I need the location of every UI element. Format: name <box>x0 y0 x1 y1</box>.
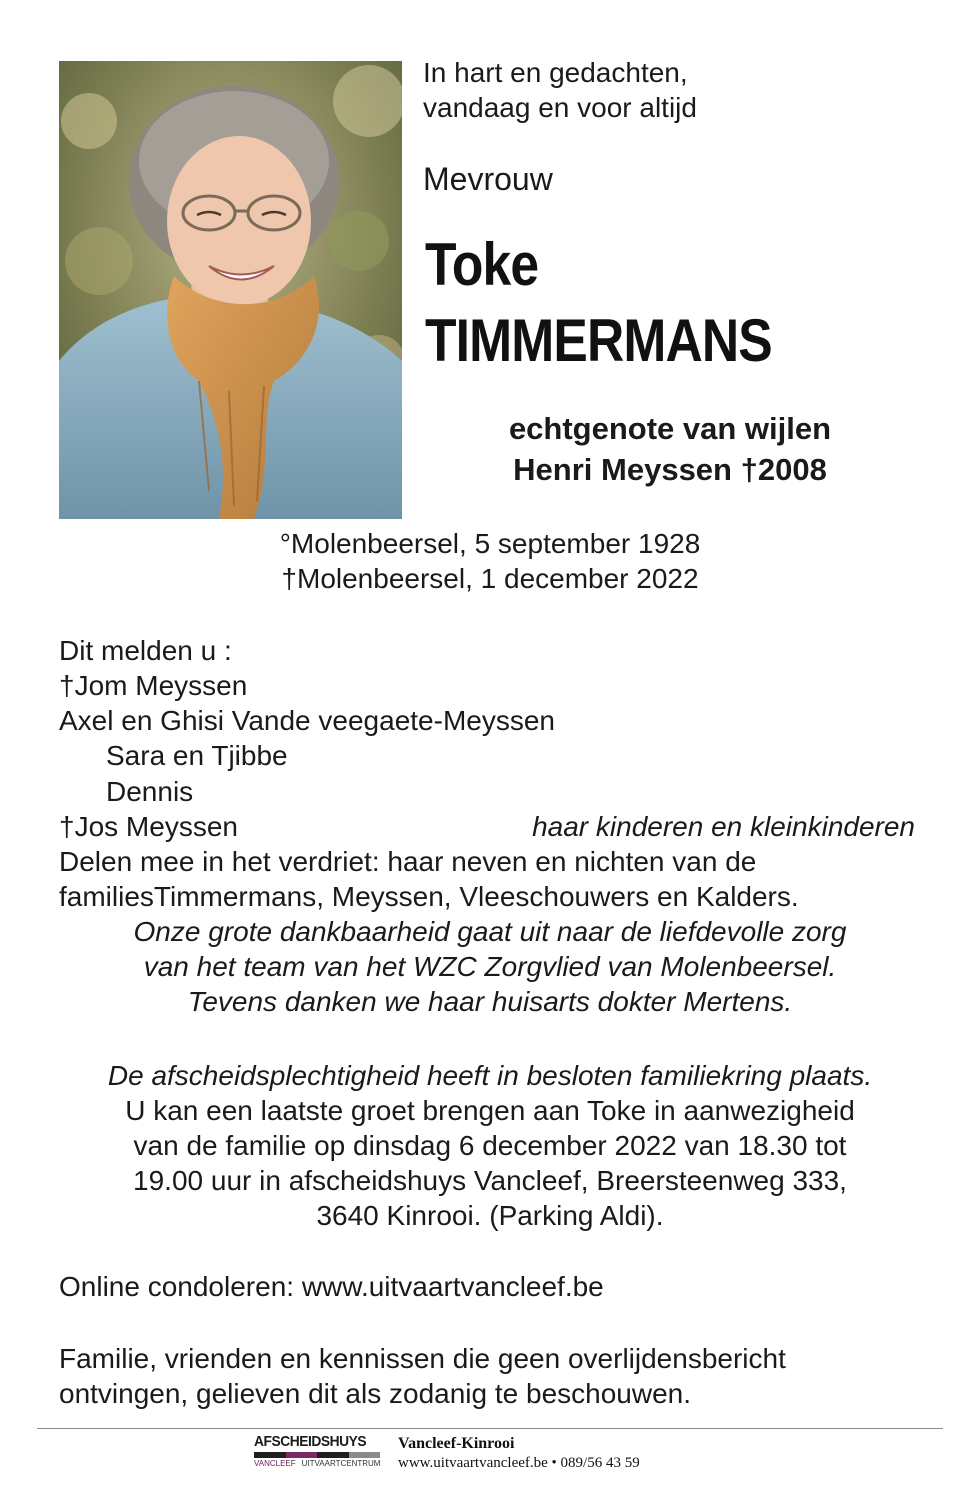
family-intro: Dit melden u : <box>59 635 232 666</box>
thanks-line: van het team van het WZC Zorgvlied van Molenbeersel. <box>143 951 837 982</box>
online-condolence: Online condoleren: www.uitvaartvancleef.be <box>59 1271 604 1302</box>
ceremony-intro: De afscheidsplechtigheid heeft in besloten familiekring plaats. <box>107 1060 873 1091</box>
dedication-line: In hart en gedachten, <box>423 57 688 88</box>
logo-sub-right: UITVAARTCENTRUM <box>301 1459 381 1468</box>
footer-contact <box>398 1435 640 1473</box>
ceremony-block <box>20 1058 960 1233</box>
logo-bar <box>317 1452 349 1458</box>
sharing-line: Delen mee in het verdriet: haar neven en nichten van de <box>59 846 757 877</box>
family-member: †Jom Meyssen <box>59 670 248 701</box>
portrait-illustration <box>59 61 402 519</box>
dedication-line: vandaag en voor altijd <box>423 92 697 123</box>
footer-divider <box>37 1428 943 1429</box>
birth-date: °Molenbeersel, 5 september 1928 <box>279 528 701 559</box>
death-date: †Molenbeersel, 1 december 2022 <box>281 563 699 594</box>
logo-subtitle <box>254 1459 380 1469</box>
spouse-line: Henri Meyssen †2008 <box>513 452 827 487</box>
relation-note: haar kinderen en kleinkinderen <box>532 811 915 842</box>
thanks-block <box>20 914 960 1019</box>
thanks-line: Onze grote dankbaarheid gaat uit naar de liefdevolle zorg <box>133 916 847 947</box>
sharing-line: familiesTimmermans, Meyssen, Vleeschouwers en Kalders. <box>59 881 799 912</box>
spouse-note <box>440 408 900 490</box>
family-member: Axel en Ghisi Vande veegaete-Meyssen <box>59 705 555 736</box>
logo-bar <box>349 1452 381 1458</box>
life-dates <box>240 526 740 596</box>
first-name: Toke <box>425 231 539 298</box>
company-name: Vancleef-Kinrooi <box>398 1435 515 1452</box>
ceremony-line: 3640 Kinrooi. (Parking Aldi). <box>316 1200 664 1231</box>
salutation: Mevrouw <box>423 161 553 197</box>
funeral-home-logo <box>254 1434 380 1469</box>
ceremony-line: van de familie op dinsdag 6 december 2022 van 18.30 tot <box>133 1130 847 1161</box>
thanks-line: Tevens danken we haar huisarts dokter Mertens. <box>187 986 793 1017</box>
last-name: TIMMERMANS <box>425 307 772 374</box>
logo-bar <box>254 1452 286 1458</box>
spouse-line: echtgenote van wijlen <box>508 411 832 446</box>
family-member: Sara en Tjibbe <box>106 740 288 771</box>
ceremony-line: 19.00 uur in afscheidshuys Vancleef, Breersteenweg 333, <box>133 1165 847 1196</box>
notice-line: Familie, vrienden en kennissen die geen overlijdensbericht <box>59 1343 786 1374</box>
ceremony-line: U kan een laatste groet brengen aan Toke in aanwezigheid <box>125 1095 855 1126</box>
portrait-photo <box>59 61 402 519</box>
logo-sub-left: VANCLEEF <box>254 1459 296 1468</box>
logo-bars <box>254 1452 380 1458</box>
notice-line: ontvingen, gelieven dit als zodanig te beschouwen. <box>59 1378 691 1409</box>
logo-title: AFSCHEIDSHUYS <box>254 1433 367 1450</box>
dedication <box>423 55 697 125</box>
family-member: Dennis <box>106 776 194 807</box>
family-member: †Jos Meyssen <box>59 811 238 842</box>
contact-line: www.uitvaartvancleef.be • 089/56 43 59 <box>398 1455 640 1471</box>
logo-bar <box>286 1452 318 1458</box>
